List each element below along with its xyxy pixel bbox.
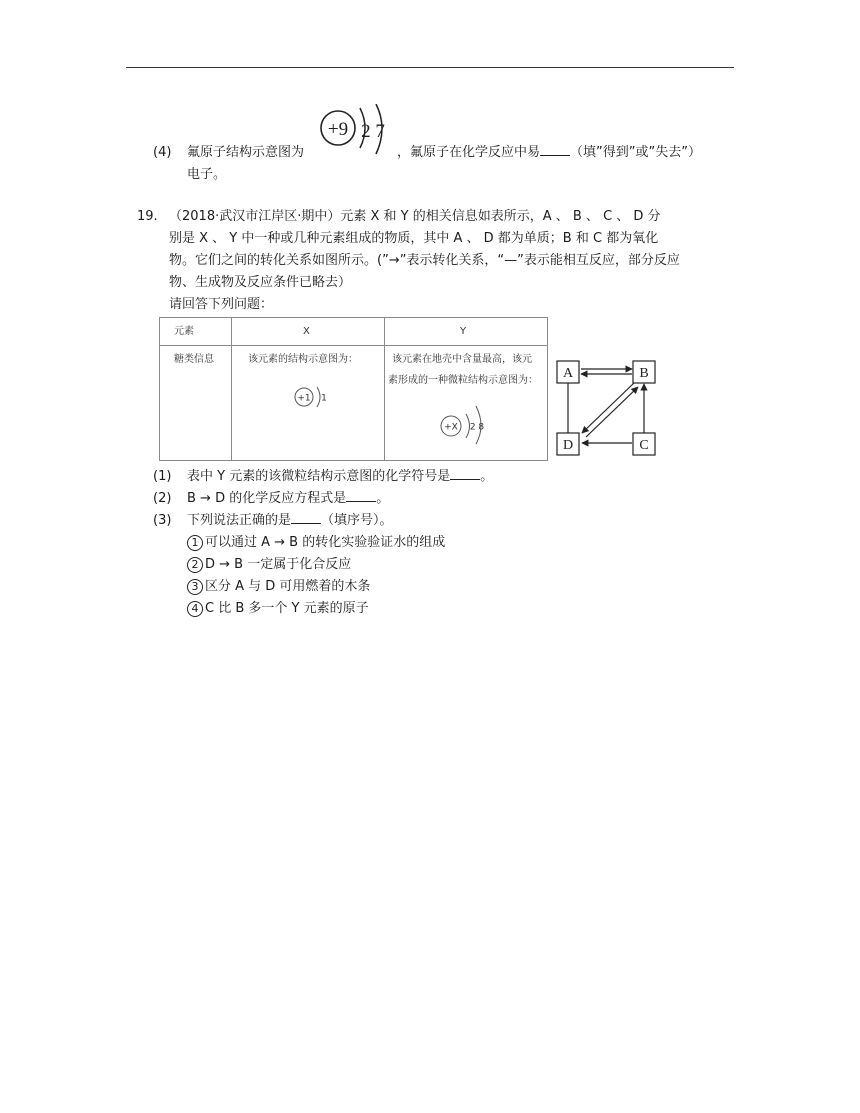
y-nucleus-label: +X (444, 422, 458, 433)
sub-q3-number: (3) (153, 513, 172, 528)
sub-q2-number: (2) (153, 491, 172, 506)
sub-q2-text (187, 488, 389, 509)
q19-number: 19. (137, 209, 158, 224)
node-b-label: B (639, 366, 649, 381)
table-x-text: 该元素的结构示意图为： (248, 354, 358, 365)
table-y-text-2: 素形成的一种微粒结构示意图为： (388, 375, 538, 386)
q19-line-2: 别是 X 、 Y 中一种或几种元素组成的物质，其中 A 、 D 都为单质；B 和 C 都为氧化 (169, 231, 659, 246)
q18-4-text-a: 氟原子结构示意图为 (187, 145, 305, 160)
option-1-text: 可以通过 A → B 的转化实验验证水的组成 (205, 535, 446, 550)
q19-line-1: （2018·武汉市江岸区·期中）元素 X 和 Y 的相关信息如表所示，A 、 B 、 C 、 D 分 (169, 209, 661, 224)
sub-q1-text-a: 表中 Y 元素的该微粒结构示意图的化学符号是 (187, 469, 451, 484)
q18-4-text-c: （填”得到”或”失去”） (570, 145, 701, 160)
sub-q2-text-a: B → D 的化学反应方程式是 (187, 491, 347, 506)
sub-q3-text-a: 下列说法正确的是 (187, 513, 292, 528)
answer-blank-q19-1[interactable] (450, 466, 480, 480)
q18-4-number: (4) (153, 145, 172, 160)
node-d-label: D (562, 438, 574, 453)
sub-q1-number: (1) (153, 469, 172, 484)
fluorine-nucleus-label: +9 (327, 119, 349, 140)
table-header-x: X (303, 326, 310, 337)
node-a-label: A (562, 366, 574, 381)
option-2 (187, 554, 351, 575)
table-row-label: 糖类信息 (174, 354, 214, 365)
q18-4-text-d: 电子。 (187, 167, 227, 182)
x-atom-diagram (290, 382, 336, 412)
q18-4-text-b (397, 142, 701, 163)
sub-q2-text-b: 。 (376, 491, 390, 506)
option-3 (187, 576, 370, 597)
fluorine-shells-label: 2 7 (361, 121, 385, 142)
table-y-text-1: 该元素在地壳中含量最高，该元 (392, 354, 532, 365)
node-c-label: C (639, 438, 649, 453)
option-3-marker: 3 (187, 579, 203, 595)
option-4-marker: 4 (187, 601, 203, 617)
y-ion-diagram (436, 402, 502, 446)
q19-line-3: 物。它们之间的转化关系如图所示。(”→”表示转化关系，“—”表示能相互反应，部分反应 (169, 253, 680, 268)
y-shells-label: 2 8 (469, 422, 485, 433)
sub-q3-text (187, 510, 393, 531)
option-1 (187, 532, 445, 553)
table-header-y: Y (460, 326, 467, 337)
option-3-text: 区分 A 与 D 可用燃着的木条 (205, 579, 371, 594)
option-2-marker: 2 (187, 557, 203, 573)
answer-blank-q18-4[interactable] (540, 142, 570, 156)
option-1-marker: 1 (187, 535, 203, 551)
sub-q1-text-b: 。 (480, 469, 494, 484)
x-nucleus-label: +1 (297, 393, 311, 404)
q18-4-text-b-span: ，氟原子在化学反应中易 (397, 145, 541, 160)
sub-q1-text (187, 466, 493, 487)
option-2-text: D → B 一定属于化合反应 (205, 557, 352, 572)
answer-blank-q19-3[interactable] (291, 510, 321, 524)
option-4-text: C 比 B 多一个 Y 元素的原子 (205, 601, 369, 616)
q19-line-4: 物、生成物及反应条件已略去） (169, 275, 352, 290)
element-info-table (159, 317, 548, 461)
fluorine-atom-diagram (318, 104, 398, 160)
q19-line-5: 请回答下列问题： (169, 297, 274, 312)
answer-blank-q19-2[interactable] (346, 488, 376, 502)
conversion-graph (552, 355, 664, 461)
option-4 (187, 598, 369, 619)
table-header-element: 元素 (174, 326, 194, 337)
header-rule (126, 67, 734, 68)
x-shells-label: 1 (321, 393, 327, 404)
sub-q3-text-b: （填序号）。 (321, 513, 393, 528)
